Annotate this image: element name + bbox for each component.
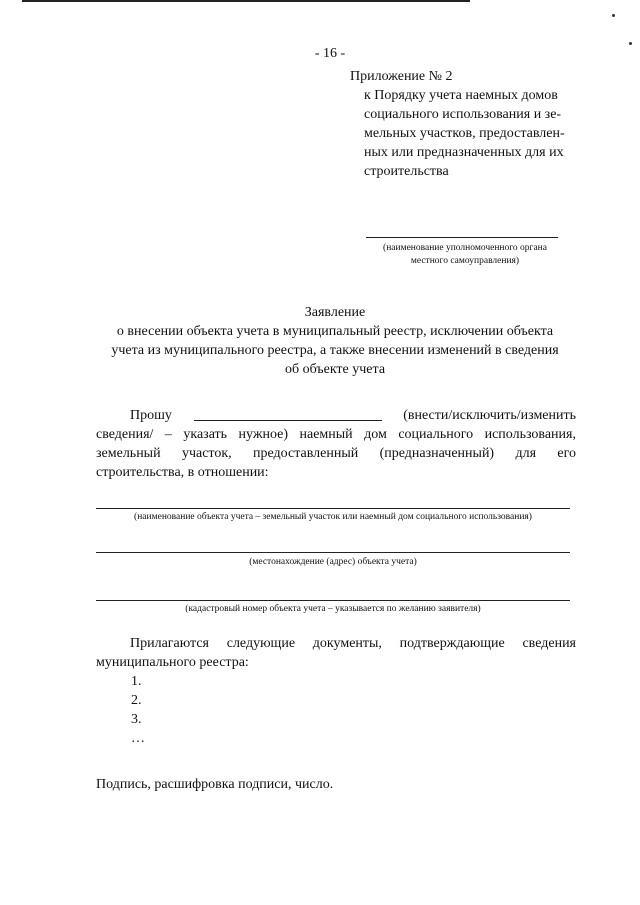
list-item: 2. bbox=[131, 693, 142, 708]
authority-caption-line: (наименование уполномоченного органа bbox=[383, 243, 547, 253]
list-item: 1. bbox=[131, 674, 142, 689]
documents-text: Прилагаются следующие документы, подтверждающие сведения bbox=[130, 636, 576, 651]
cadastral-caption: (кадастровый номер объекта учета – указывается по желанию заявителя) bbox=[185, 604, 481, 614]
cadastral-line[interactable] bbox=[96, 600, 570, 601]
request-line: сведения/ – указать нужное) наемный дом социального использования, bbox=[96, 427, 576, 442]
appendix-line: ных или предназначенных для их bbox=[364, 145, 564, 160]
request-line: строительства, в отношении: bbox=[96, 465, 269, 480]
statement-subtitle-line: о внесении объекта учета в муниципальный реестр, исключении объекта bbox=[116, 324, 554, 339]
appendix-line: мельных участков, предоставлен- bbox=[364, 126, 565, 141]
appendix-line: к Порядку учета наемных домов bbox=[364, 88, 558, 103]
statement-subtitle-line: учета из муниципального реестра, а также внесении изменений в сведения bbox=[111, 343, 559, 358]
request-blank[interactable] bbox=[194, 406, 382, 421]
documents-paragraph bbox=[96, 634, 576, 672]
list-item: … bbox=[131, 731, 145, 746]
statement-subtitle-line: об объекте учета bbox=[284, 362, 386, 377]
authority-blank-line[interactable] bbox=[366, 237, 558, 238]
request-paragraph bbox=[96, 406, 576, 482]
object-name-caption: (наименование объекта учета – земельный участок или наемный дом социального использования) bbox=[134, 512, 532, 522]
signature-line: Подпись, расшифровка подписи, число. bbox=[96, 777, 334, 792]
appendix-reference bbox=[364, 86, 594, 181]
authority-caption-line: местного самоуправления) bbox=[410, 256, 520, 266]
appendix-title: Приложение № 2 bbox=[350, 69, 453, 84]
documents-line: муниципального реестра: bbox=[96, 655, 249, 670]
scan-top-border bbox=[22, 0, 470, 2]
documents-list bbox=[131, 672, 145, 748]
statement-heading: Заявление bbox=[304, 305, 366, 320]
request-word: Прошу bbox=[130, 408, 172, 423]
documents-line bbox=[96, 634, 576, 653]
appendix-line: строительства bbox=[364, 164, 449, 179]
list-item: 3. bbox=[131, 712, 142, 727]
address-caption: (местонахождение (адрес) объекта учета) bbox=[249, 557, 417, 567]
scan-artifact bbox=[612, 14, 615, 17]
request-line bbox=[96, 406, 576, 425]
statement-subtitle bbox=[90, 322, 580, 379]
page-number: - 16 - bbox=[314, 46, 346, 61]
address-line[interactable] bbox=[96, 552, 570, 553]
appendix-line: социального использования и зе- bbox=[364, 107, 562, 122]
scan-artifact bbox=[629, 42, 632, 45]
authority-caption bbox=[350, 242, 580, 268]
request-options: (внести/исключить/изменить bbox=[403, 408, 577, 423]
request-line: земельный участок, предоставленный (предназначенный) для его bbox=[96, 446, 576, 461]
object-name-line[interactable] bbox=[96, 508, 570, 509]
